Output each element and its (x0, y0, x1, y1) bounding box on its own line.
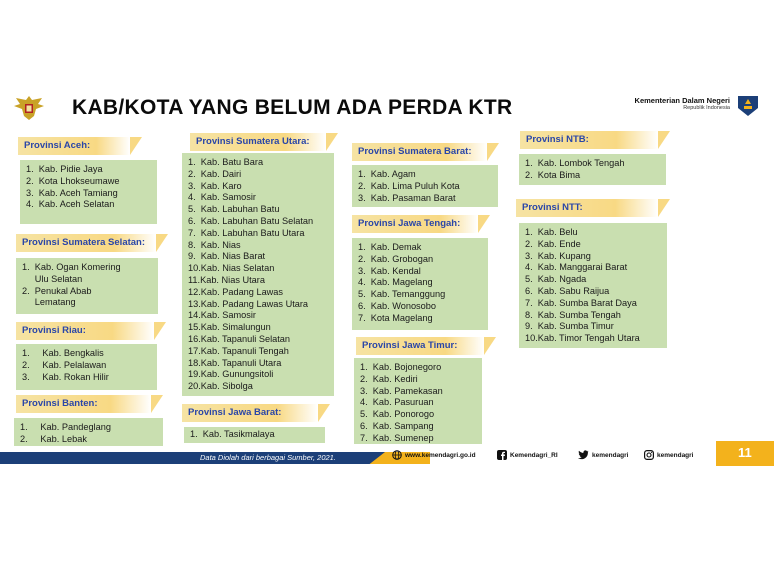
province-name: Provinsi Jawa Tengah: (358, 218, 461, 229)
kemendagri-logo-icon (736, 94, 760, 118)
list-item: 1. Kab. Tasikmalaya (190, 429, 275, 439)
list-item: 1. Kab. Bojonegoro (360, 362, 442, 372)
list-item: 2. Kab. Ende (525, 238, 581, 249)
province-name: Provinsi Riau: (22, 325, 86, 336)
ministry-label (612, 96, 730, 111)
page-number: 11 (738, 445, 752, 460)
list-item: 3. Kab. Pasaman Barat (358, 192, 456, 203)
list-item: 2. Kota Lhokseumawe (26, 175, 120, 186)
list-aceh (20, 160, 157, 224)
list-item: 13.Kab. Padang Lawas Utara (188, 298, 309, 309)
list-item: 4. Kab. Magelang (358, 277, 433, 288)
list-item: 7. Kab. Sumba Barat Daya (525, 297, 637, 308)
list-item: 10.Kab. Nias Selatan (188, 263, 275, 274)
list-item: 7. Kota Magelang (358, 312, 433, 323)
list-item: 8. Kab. Sumba Tengah (525, 309, 621, 320)
list-sumut (182, 153, 334, 396)
instagram-text: kemendagri (657, 451, 694, 459)
list-item: 5. Kab. Ngada (525, 274, 587, 285)
list-jateng (352, 238, 488, 330)
facebook-icon (497, 450, 507, 460)
list-item: 3. Kab. Aceh Tamiang (26, 187, 118, 198)
list-item: 14.Kab. Samosir (188, 310, 256, 321)
list-item: 2. Penukal Abab (22, 285, 92, 296)
list-item: 7. Kab. Sumenep (360, 432, 434, 443)
list-item: 9. Kab. Sumba Timur (525, 321, 614, 332)
list-item: 2. Kab. Pelalawan (22, 359, 107, 370)
province-name: Provinsi NTT: (522, 202, 583, 213)
list-sumbar (352, 165, 498, 207)
header-riau (16, 322, 154, 340)
list-item: 9. Kab. Nias Barat (188, 251, 266, 262)
website-link[interactable] (392, 450, 476, 460)
globe-icon (392, 450, 402, 460)
list-item: 2. Kab. Kediri (360, 373, 418, 384)
page-number-badge (716, 441, 774, 466)
list-item: 4. Kab. Aceh Selatan (26, 199, 115, 210)
province-name: Provinsi Banten: (22, 398, 98, 409)
list-item: 18.Kab. Tapanuli Utara (188, 357, 282, 368)
list-item: 17.Kab. Tapanuli Tengah (188, 345, 289, 356)
province-name: Provinsi Jawa Barat: (188, 407, 282, 418)
list-item: 6. Kab. Labuhan Batu Selatan (188, 215, 314, 226)
list-item: 1. Kab. Agam (358, 169, 416, 179)
list-item: 2. Kab. Grobogan (358, 253, 434, 264)
province-name: Provinsi Aceh: (24, 140, 91, 151)
list-item: 4. Kab. Manggarai Barat (525, 262, 628, 273)
website-text: www.kemendagri.go.id (405, 451, 476, 459)
list-item: 11.Kab. Nias Utara (188, 274, 265, 285)
list-item: 6. Kab. Sampang (360, 420, 434, 431)
page-title: KAB/KOTA YANG BELUM ADA PERDA KTR (72, 96, 513, 119)
list-item: 19.Kab. Gunungsitoli (188, 369, 274, 380)
list-riau (16, 344, 157, 390)
list-item: Lematang (22, 297, 76, 308)
list-item: 3. Kab. Rokan Hilir (22, 371, 109, 382)
list-item: 3. Kab. Pamekasan (360, 385, 443, 396)
list-ntb (519, 154, 666, 185)
list-item: 1. Kab. Lombok Tengah (525, 158, 625, 168)
province-name: Provinsi Sumatera Selatan: (22, 237, 146, 248)
list-item: 1. Kab. Pandeglang (20, 422, 111, 432)
twitter-link[interactable] (578, 450, 629, 460)
header-jateng (352, 215, 478, 233)
list-item: 15.Kab. Simalungun (188, 322, 271, 333)
province-name: Provinsi Sumatera Barat: (358, 146, 472, 157)
list-banten (14, 418, 163, 446)
list-item: 4. Kab. Pasuruan (360, 397, 434, 408)
list-item: 2. Kab. Lima Puluh Kota (358, 180, 460, 191)
province-name: Provinsi Jawa Timur: (362, 340, 458, 351)
header-jatim (356, 337, 484, 355)
province-name: Provinsi NTB: (526, 134, 589, 145)
ministry-sub: Republik Indonesia (683, 105, 730, 111)
facebook-text: Kemendagri_RI (510, 451, 558, 459)
twitter-text: kemendagri (592, 451, 629, 459)
list-item: 1. Kab. Ogan Komering (22, 262, 121, 272)
list-item: 2. Kab. Dairi (188, 168, 242, 179)
list-item: Ulu Selatan (22, 273, 83, 284)
province-name: Provinsi Sumatera Utara: (196, 136, 310, 147)
list-item: 6. Kab. Wonosobo (358, 300, 436, 311)
list-jatim (354, 358, 482, 444)
list-item: 1. Kab. Pidie Jaya (26, 164, 103, 174)
header-aceh (18, 137, 130, 155)
instagram-link[interactable] (644, 450, 694, 460)
list-item: 20.Kab. Sibolga (188, 381, 253, 392)
header-ntb (520, 131, 658, 149)
list-item: 3. Kab. Kendal (358, 265, 421, 276)
list-item: 5. Kab. Labuhan Batu (188, 204, 280, 215)
header-sumsel (16, 234, 156, 252)
list-sumsel (16, 258, 158, 314)
ministry-name: Kementerian Dalam Negeri (634, 96, 730, 105)
list-item: 12.Kab. Padang Lawas (188, 286, 284, 297)
list-ntt (519, 223, 667, 348)
list-item: 2. Kab. Lebak (20, 433, 87, 444)
list-item: 10.Kab. Timor Tengah Utara (525, 333, 640, 344)
list-item: 7. Kab. Labuhan Batu Utara (188, 227, 305, 238)
header-sumbar (352, 143, 487, 161)
list-item: 3. Kab. Karo (188, 180, 242, 191)
list-jabar (184, 427, 325, 443)
list-item: 16.Kab. Tapanuli Selatan (188, 333, 290, 344)
instagram-icon (644, 450, 654, 460)
list-item: 3. Kab. Kupang (525, 250, 591, 261)
list-item: 1. Kab. Demak (358, 242, 422, 252)
list-item: 1. Kab. Bengkalis (22, 348, 104, 358)
list-item: 2. Kota Bima (525, 169, 581, 180)
header-banten (16, 395, 151, 413)
header-jabar (182, 404, 318, 422)
list-item: 5. Kab. Ponorogo (360, 409, 435, 420)
source-note: Data Diolah dari berbagai Sumber, 2021. (200, 453, 336, 462)
twitter-icon (578, 450, 589, 460)
list-item: 8. Kab. Nias (188, 239, 241, 250)
garuda-emblem-icon (12, 92, 46, 122)
list-item: 1. Kab. Belu (525, 227, 578, 237)
facebook-link[interactable] (497, 450, 558, 460)
list-item: 6. Kab. Sabu Raijua (525, 285, 610, 296)
header-sumut (190, 133, 326, 151)
header-ntt (516, 199, 658, 217)
list-item: 5. Kab. Temanggung (358, 289, 446, 300)
list-item: 4. Kab. Samosir (188, 192, 256, 203)
list-item: 1. Kab. Batu Bara (188, 157, 264, 167)
